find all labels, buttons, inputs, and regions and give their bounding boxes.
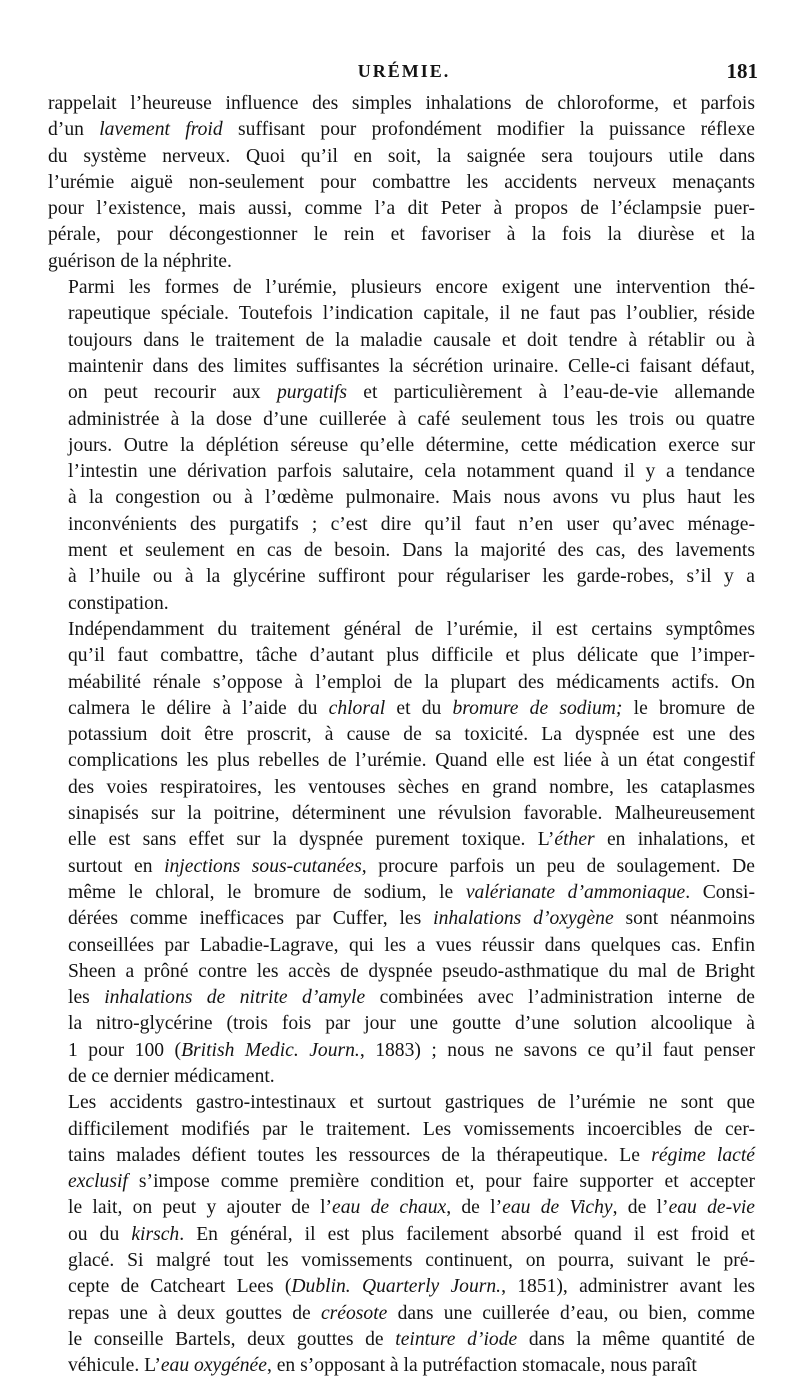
italic-term: chloral [328,697,386,719]
text-line: Sheen a prôné contre les accès de dyspnée pseudo-asthmatique du mal de Bright [68,960,755,982]
text-line: jours. Outre la déplétion séreuse qu’elle détermine, cette médication exerce sur [68,434,755,456]
italic-term: créosote [320,1302,388,1324]
italic-term: eau de Vichy [502,1197,613,1219]
text-line: sinapisés sur la poitrine, déterminent une révulsion favorable. Malheureusement [68,803,755,825]
italic-term: British Medic. Journ. [181,1039,360,1061]
italic-term: inhalations d’oxygène [433,908,614,930]
text-line: dérées comme inefficaces par Cuffer, les inhalations d’oxygène sont néanmoins [68,908,755,930]
text-line: le lait, on peut y ajouter de l’eau de chaux, de l’eau de Vichy, de l’eau de-vie [68,1197,755,1219]
italic-term: injections sous-cutanées [164,855,362,877]
text-line: Indépendamment du traitement général de l’urémie, il est certains symptômes [68,618,755,640]
text-line: Les accidents gastro-intestinaux et surtout gastriques de l’urémie ne sont que [68,1092,755,1114]
text-line: elle est sans effet sur la dyspnée purement toxique. L’éther en inhalations, et [68,829,755,851]
text-line: même le chloral, le bromure de sodium, le valérianate d’ammoniaque. Consi- [68,881,755,903]
text-line: la nitro-glycérine (trois fois par jour une goutte d’une solution alcoolique à [68,1013,755,1035]
text-line: ment et seulement en cas de besoin. Dans la majorité des cas, des lavements [68,540,755,562]
text-line: exclusif s’impose comme première condition et, pour faire supporter et accepter [68,1171,755,1193]
body-text [48,91,755,1380]
text-line: pour l’existence, mais aussi, comme l’a dit Peter à propos de l’éclampsie puer- [48,198,755,220]
text-line: les inhalations de nitrite d’amyle combinées avec l’administration interne de [68,987,755,1009]
text-line: rapeutique spéciale. Toutefois l’indication capitale, il ne faut pas l’oublier, réside [68,303,755,325]
paragraph [48,617,755,1090]
italic-term: bromure de sodium; [452,697,623,719]
text-line: glacé. Si malgré tout les vomissements continuent, on pourra, suivant le pré- [68,1250,755,1272]
paragraph [48,91,755,275]
text-line: difficilement modifiés par le traitement. Les vomissements incoercibles de cer- [68,1118,755,1140]
italic-term: eau oxygénée [160,1355,267,1377]
text-line: on peut recourir aux purgatifs et particulièrement à l’eau-de-vie allemande [68,382,755,404]
text-line: potassium doit être proscrit, à cause de sa toxicité. La dyspnée est une des [68,724,755,746]
italic-term: exclusif [68,1171,128,1193]
text-line: ou du kirsch. En général, il est plus facilement absorbé quand il est froid et [68,1223,756,1245]
text-line: toujours dans le traitement de la maladie causale et doit tendre à rétablir ou à [68,329,755,351]
text-line: qu’il faut combattre, tâche d’autant plus difficile et plus délicate que l’imper- [68,645,755,667]
text-line: l’urémie aiguë non-seulement pour combattre les accidents nerveux menaçants [48,171,755,193]
text-line: d’un lavement froid suffisant pour profondément modifier la puissance réflexe [48,119,755,141]
text-line: de ce dernier médicament. [68,1065,275,1087]
page-header [48,56,760,86]
text-line: maintenir dans des limites suffisantes la sécrétion urinaire. Celle-ci faisant défaut, [68,355,755,377]
text-line: cepte de Catcheart Lees (Dublin. Quarterly Journ., 1851), administrer avant les [68,1276,755,1298]
paragraph [48,1090,755,1379]
text-line: constipation. [68,592,169,614]
text-line: administrée à la dose d’une cuillerée à café seulement tous les trois ou quatre [68,408,755,430]
text-line: véhicule. L’eau oxygénée, en s’opposant à la putréfaction stomacale, nous paraît [68,1355,697,1377]
italic-term: kirsch [131,1223,180,1245]
text-line: des voies respiratoires, les ventouses sèches en grand nombre, les cataplasmes [68,776,755,798]
italic-term: eau de chaux [332,1197,447,1219]
italic-term: valérianate d’ammoniaque [465,881,686,903]
text-line: guérison de la néphrite. [48,250,232,272]
text-line: conseillées par Labadie-Lagrave, qui les a vues réussir dans quelques cas. Enfin [68,934,755,956]
italic-term: purgatifs [276,382,347,404]
text-line: du système nerveux. Quoi qu’il en soit, la saignée sera toujours utile dans [48,145,755,167]
text-line: le conseille Bartels, deux gouttes de teinture d’iode dans la même quantité de [68,1328,755,1350]
text-line: pérale, pour décongestionner le rein et favoriser à la fois la diurèse et la [48,224,755,246]
italic-term: eau de-vie [668,1197,755,1219]
text-line: 1 pour 100 (British Medic. Journ., 1883) ; nous ne savons ce qu’il faut penser [68,1039,755,1061]
text-line: complications les plus rebelles de l’urémie. Quand elle est liée à un état congestif [68,750,755,772]
text-line: repas une à deux gouttes de créosote dans une cuillerée d’eau, ou bien, comme [68,1302,755,1324]
italic-term: régime lacté [651,1144,756,1166]
text-line: rappelait l’heureuse influence des simples inhalations de chloroforme, et parfois [48,93,755,114]
text-line: calmera le délire à l’aide du chloral et du bromure de sodium; le bromure de [68,697,755,719]
text-line: méabilité rénale s’oppose à l’emploi de la plupart des médicaments actifs. On [68,671,755,693]
italic-term: éther [554,829,595,851]
italic-term: inhalations de nitrite d’amyle [104,987,366,1009]
text-line: tains malades défient toutes les ressources de la thérapeutique. Le régime lacté [68,1144,756,1166]
page-number: 181 [726,59,758,83]
text-line: à la congestion ou à l’œdème pulmonaire. Mais nous avons vu plus haut les [68,487,755,509]
italic-term: lavement froid [99,119,223,141]
italic-term: teinture d’iode [395,1328,518,1350]
text-line: Parmi les formes de l’urémie, plusieurs encore exigent une intervention thé- [68,277,755,299]
running-title: URÉMIE. [357,61,451,81]
text-line: l’intestin une dérivation parfois salutaire, cela notamment quand il y a tendance [68,461,755,483]
italic-term: Dublin. Quarterly Journ. [291,1276,502,1298]
text-line: inconvénients des purgatifs ; c’est dire qu’il faut n’en user qu’avec ménage- [68,513,755,535]
text-line: surtout en injections sous-cutanées, procure parfois un peu de soulagement. De [68,855,755,877]
paragraph [48,275,755,617]
text-line: à l’huile ou à la glycérine suffiront pour régulariser les garde-robes, s’il y a [68,566,755,588]
